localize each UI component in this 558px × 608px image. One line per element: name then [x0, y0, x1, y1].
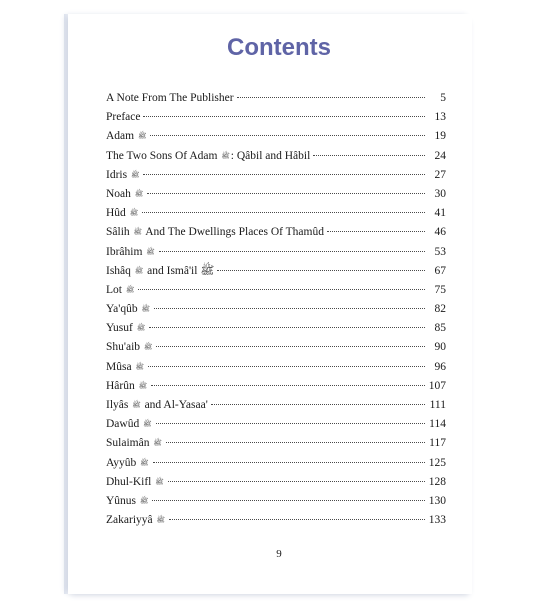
honorific-mark-icon: ﷺ	[125, 285, 135, 294]
honorific-mark-icon: ﷺ	[143, 343, 153, 352]
honorific-mark-icon: ﷺ	[137, 132, 147, 141]
toc-entry-title	[106, 89, 234, 108]
toc-page-number: 85	[434, 322, 446, 335]
toc-entry-name: Yusuf	[106, 322, 133, 335]
toc-entry	[106, 108, 446, 127]
toc-entry	[106, 434, 446, 453]
toc-entry	[106, 89, 446, 108]
dot-leader	[150, 135, 425, 136]
toc-entry	[106, 243, 446, 262]
toc-entry-name: Ayyûb	[106, 456, 137, 469]
toc-entry-title	[106, 185, 144, 204]
toc-page-number: 128	[428, 475, 446, 488]
toc-entry-title	[106, 108, 140, 127]
dot-leader	[148, 366, 425, 367]
toc-entry-title	[106, 319, 146, 338]
toc-page-number: 125	[428, 456, 446, 469]
toc-entry-name: Hârûn	[106, 379, 135, 392]
toc-entry	[106, 492, 446, 511]
toc-page-number: 90	[434, 341, 446, 354]
toc-entry	[106, 166, 446, 185]
honorific-mark-icon: ﷺ	[153, 439, 162, 448]
toc-entry-title	[106, 377, 148, 396]
toc-entry-name: Hûd	[106, 207, 126, 220]
toc-entry-name: Yûnus	[106, 494, 137, 507]
dot-leader	[169, 519, 425, 520]
toc-entry	[106, 358, 446, 377]
toc-entry-title	[106, 434, 163, 453]
toc-page-number: 75	[434, 283, 446, 296]
toc-entry-title	[106, 396, 208, 415]
toc-entry-title	[106, 473, 165, 492]
toc-entry-name: Preface	[106, 111, 141, 124]
page-number: 9	[276, 548, 282, 560]
toc-entry	[106, 223, 446, 242]
dot-leader	[217, 270, 425, 271]
dot-leader	[237, 97, 425, 98]
toc-page-number: 67	[434, 264, 446, 277]
toc-entry-name: Lot	[106, 283, 122, 296]
toc-page-number: 13	[434, 111, 446, 124]
toc-entry-name: Idris	[106, 168, 128, 181]
dot-leader	[327, 231, 425, 232]
honorific-mark-icon: ﷺ	[138, 381, 148, 390]
toc-page-number: 133	[428, 514, 446, 527]
toc-page-number: 27	[434, 168, 446, 181]
toc-entry-name: Noah	[106, 187, 131, 200]
dot-leader	[151, 385, 425, 386]
toc-entry-name: Ishâq	[106, 264, 131, 277]
toc-page-number: 82	[434, 303, 446, 316]
toc-entry-title	[106, 511, 166, 530]
toc-entry	[106, 473, 446, 492]
toc-entry	[106, 300, 446, 319]
toc-entry	[106, 127, 446, 146]
honorific-mark-icon: ﷺ	[129, 209, 139, 218]
toc-entry-title	[106, 281, 135, 300]
toc-entry-title	[106, 358, 145, 377]
honorific-mark-icon: ﷺ	[141, 305, 150, 314]
toc-entry-title	[106, 492, 149, 511]
toc-entry	[106, 185, 446, 204]
dot-leader	[166, 442, 425, 443]
toc-page-number: 5	[440, 92, 446, 104]
honorific-mark-icon: ﷺ	[139, 496, 149, 505]
toc-entry-subtitle: and Al-Yasaa'	[141, 399, 208, 411]
toc-entry-title	[106, 166, 140, 185]
toc-entry	[106, 147, 446, 166]
honorific-mark-icon: ﷺ	[133, 228, 142, 237]
toc-entry-name: A Note From The Publisher	[106, 92, 234, 104]
honorific-mark-icon: ﷺ	[221, 151, 230, 160]
toc-page-number: 107	[428, 379, 446, 392]
toc-entry-name: Dhul-Kifl	[106, 475, 152, 488]
dot-leader	[153, 462, 425, 463]
toc-list	[106, 89, 446, 530]
toc-entry	[106, 377, 446, 396]
dot-leader	[156, 346, 425, 347]
dot-leader	[156, 423, 425, 424]
toc-entry	[106, 511, 446, 530]
dot-leader	[147, 193, 425, 194]
toc-entry-subtitle: and Ismâ'il ﷺ	[144, 264, 215, 277]
toc-entry-name: Sâlih	[106, 226, 130, 239]
toc-entry-title	[106, 454, 150, 473]
toc-page-number: 111	[429, 399, 446, 411]
toc-entry-title	[106, 147, 310, 166]
toc-page-number: 53	[434, 245, 446, 258]
honorific-mark-icon: ﷺ	[130, 170, 140, 179]
dot-leader	[149, 327, 425, 328]
toc-entry-name: Ibrâhim	[106, 245, 143, 258]
toc-entry-title	[106, 204, 139, 223]
toc-entry-name: Ya'qûb	[106, 303, 138, 316]
toc-entry-name: Zakariyyâ	[106, 514, 153, 527]
dot-leader	[143, 174, 425, 175]
toc-entry	[106, 204, 446, 223]
toc-entry-name: Mûsa	[106, 360, 132, 373]
dot-leader	[138, 289, 425, 290]
toc-entry-title	[106, 338, 153, 357]
honorific-mark-icon: ﷺ	[146, 247, 155, 256]
dot-leader	[168, 481, 425, 482]
honorific-mark-icon: ﷺ	[134, 189, 144, 198]
toc-page-number: 19	[434, 130, 446, 143]
toc-entry-name: Shu'aib	[106, 341, 141, 354]
toc-page-number: 117	[429, 437, 446, 450]
toc-entry-title	[106, 415, 153, 434]
dot-leader	[313, 155, 425, 156]
toc-entry-title	[106, 262, 214, 281]
honorific-mark-icon: ﷺ	[156, 516, 165, 525]
toc-page-number: 46	[434, 226, 446, 239]
toc-page-number: 41	[434, 207, 446, 220]
toc-entry-name: Ilyâs	[106, 399, 129, 411]
dot-leader	[142, 212, 425, 213]
toc-entry-subtitle: : Qâbil and Hâbil	[230, 149, 311, 162]
dot-leader	[152, 500, 425, 501]
toc-entry	[106, 262, 446, 281]
toc-entry-name: Sulaimân	[106, 437, 150, 450]
toc-entry-title	[106, 243, 156, 262]
page-title: Contents	[227, 34, 331, 61]
toc-entry-title	[106, 300, 151, 319]
toc-entry	[106, 281, 446, 300]
honorific-mark-icon: ﷺ	[155, 477, 164, 486]
toc-page-number: 30	[434, 187, 446, 200]
dot-leader	[143, 116, 425, 117]
toc-entry	[106, 415, 446, 434]
toc-page-number: 114	[429, 418, 446, 431]
toc-page-number: 130	[428, 494, 446, 507]
toc-page-number: 96	[434, 360, 446, 373]
toc-entry-title	[106, 223, 324, 242]
toc-page-number: 24	[434, 149, 446, 162]
dot-leader	[154, 308, 425, 309]
honorific-mark-icon: ﷺ	[140, 458, 149, 467]
toc-entry-name: Adam	[106, 130, 135, 143]
dot-leader	[159, 251, 425, 252]
toc-entry-title	[106, 127, 147, 146]
honorific-mark-icon: ﷺ	[132, 401, 141, 409]
dot-leader	[211, 404, 425, 405]
honorific-mark-icon: ﷺ	[134, 266, 144, 275]
toc-entry-name: The Two Sons Of Adam	[106, 149, 218, 162]
honorific-mark-icon: ﷺ	[135, 362, 144, 371]
honorific-mark-icon: ﷺ	[143, 420, 152, 429]
toc-entry	[106, 338, 446, 357]
toc-entry	[106, 454, 446, 473]
toc-entry	[106, 319, 446, 338]
toc-entry-subtitle: And The Dwellings Places Of Thamûd	[142, 226, 324, 239]
toc-entry	[106, 396, 446, 415]
honorific-mark-icon: ﷺ	[136, 324, 146, 333]
toc-entry-name: Dawûd	[106, 418, 140, 431]
